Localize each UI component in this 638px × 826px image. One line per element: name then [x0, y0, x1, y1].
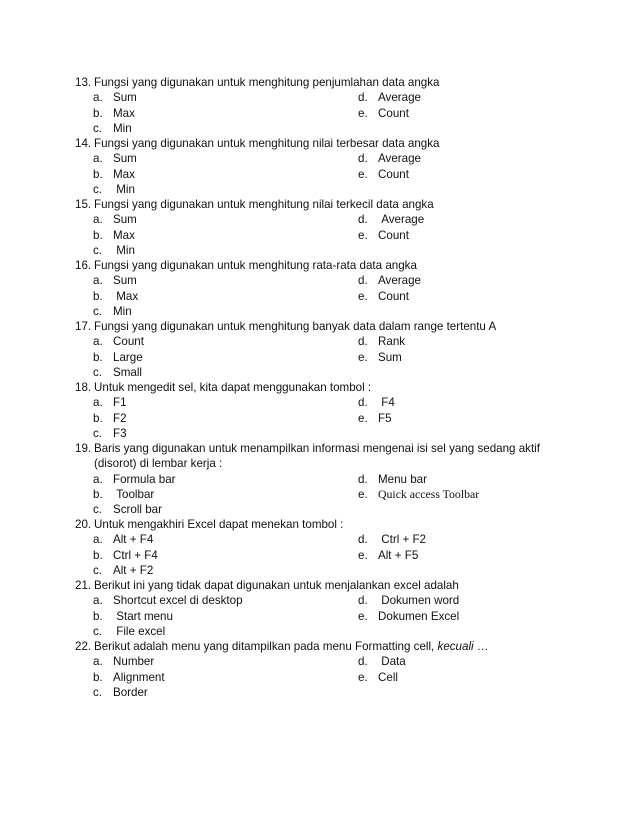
option-a[interactable]: [93, 151, 137, 166]
option-b[interactable]: [93, 106, 135, 121]
question-text: Fungsi yang digunakan untuk menghitung banyak data dalam range tertentu A: [94, 320, 497, 333]
option-e[interactable]: [358, 411, 392, 426]
option-e[interactable]: [358, 670, 398, 685]
option-row: [75, 654, 555, 669]
option-d[interactable]: [358, 532, 426, 547]
option-letter: c.: [93, 503, 103, 517]
option-letter: a.: [93, 594, 103, 608]
option-text: Scroll bar: [113, 503, 162, 517]
option-letter: d.: [358, 533, 368, 547]
option-text: Max: [113, 106, 135, 120]
option-letter: c.: [93, 365, 103, 379]
option-text: Rank: [378, 335, 406, 349]
question-number: 13.: [75, 76, 92, 89]
option-b[interactable]: [93, 289, 138, 304]
option-text: Sum: [378, 350, 402, 364]
option-text: Min: [116, 243, 135, 257]
option-row: [75, 609, 555, 624]
option-row: [75, 350, 555, 365]
option-b[interactable]: [93, 167, 135, 182]
option-e[interactable]: [358, 350, 402, 365]
option-d[interactable]: [358, 90, 421, 105]
option-text: Small: [113, 365, 142, 379]
option-letter: a.: [93, 213, 103, 227]
option-text: Max: [113, 167, 135, 181]
question-stem: [75, 197, 555, 212]
option-text: File excel: [116, 624, 166, 638]
option-a[interactable]: [93, 395, 127, 410]
option-c[interactable]: [93, 502, 162, 517]
option-text: F1: [113, 396, 127, 410]
option-e[interactable]: [358, 548, 418, 563]
option-text: Toolbar: [116, 487, 155, 501]
option-row: [75, 685, 555, 700]
option-c[interactable]: [93, 365, 142, 380]
option-d[interactable]: [358, 334, 405, 349]
option-row: [75, 624, 555, 639]
question-stem: [75, 136, 555, 151]
option-row: [75, 426, 555, 441]
option-row: [75, 548, 555, 563]
option-text: Sum: [113, 274, 137, 288]
option-letter: c.: [93, 304, 103, 318]
option-letter: e.: [358, 670, 368, 684]
option-letter: e.: [358, 106, 368, 120]
option-c[interactable]: [93, 182, 135, 197]
option-a[interactable]: [93, 334, 144, 349]
option-row: [75, 593, 555, 608]
question-text: Fungsi yang digunakan untuk menghitung nilai terbesar data angka: [94, 137, 440, 150]
option-d[interactable]: [358, 273, 421, 288]
option-text: F4: [381, 396, 395, 410]
option-e[interactable]: [358, 106, 409, 121]
option-letter: b.: [93, 609, 103, 623]
option-text: F5: [378, 411, 392, 425]
option-letter: e.: [358, 548, 368, 562]
option-letter: d.: [358, 152, 368, 166]
option-row: [75, 563, 555, 578]
option-letter: c.: [93, 426, 103, 440]
option-letter: d.: [358, 335, 368, 349]
option-text: Alt + F5: [378, 548, 419, 562]
question-number: 16.: [75, 259, 92, 272]
option-e[interactable]: [358, 228, 409, 243]
question-stem: [75, 319, 555, 334]
option-row: [75, 90, 555, 105]
option-d[interactable]: [358, 212, 424, 227]
option-letter: a.: [93, 472, 103, 486]
option-letter: b.: [93, 411, 103, 425]
option-row: [75, 670, 555, 685]
option-text: Border: [113, 685, 148, 699]
option-letter: a.: [93, 335, 103, 349]
option-text: Average: [381, 213, 425, 227]
option-c[interactable]: [93, 624, 165, 639]
option-text: Count: [378, 106, 409, 120]
option-letter: d.: [358, 91, 368, 105]
option-row: [75, 411, 555, 426]
option-text: Large: [113, 350, 143, 364]
question-16: [75, 258, 555, 319]
question-stem: [75, 517, 555, 532]
option-letter: d.: [358, 594, 368, 608]
option-row: [75, 106, 555, 121]
option-letter: a.: [93, 152, 103, 166]
option-letter: b.: [93, 487, 103, 501]
option-letter: b.: [93, 350, 103, 364]
option-text: Count: [378, 289, 409, 303]
option-b[interactable]: [93, 487, 154, 502]
question-13: [75, 75, 555, 136]
option-row: [75, 151, 555, 166]
option-letter: d.: [358, 213, 368, 227]
option-letter: b.: [93, 167, 103, 181]
option-row: [75, 243, 555, 258]
option-text: Ctrl + F4: [113, 548, 158, 562]
option-text: Dokumen word: [381, 594, 460, 608]
option-letter: a.: [93, 396, 103, 410]
option-letter: d.: [358, 274, 368, 288]
option-text: Count: [378, 228, 409, 242]
option-text: Max: [116, 289, 139, 303]
option-text: Min: [113, 304, 132, 318]
option-row: [75, 487, 555, 502]
option-text: Shortcut excel di desktop: [113, 594, 243, 608]
option-letter: e.: [358, 289, 368, 303]
option-a[interactable]: [93, 532, 153, 547]
option-letter: c.: [93, 624, 103, 638]
option-letter: a.: [93, 274, 103, 288]
option-e[interactable]: [358, 487, 479, 502]
option-b[interactable]: [93, 350, 143, 365]
option-letter: d.: [358, 396, 368, 410]
question-text: Fungsi yang digunakan untuk menghitung penjumlahan data angka: [94, 76, 440, 89]
option-text: Min: [113, 121, 132, 135]
option-row: [75, 532, 555, 547]
question-number: 15.: [75, 198, 92, 211]
question-text: Fungsi yang digunakan untuk menghitung nilai terkecil data angka: [94, 198, 434, 211]
option-letter: d.: [358, 655, 368, 669]
question-number: 14.: [75, 137, 92, 150]
question-text: Berikut adalah menu yang ditampilkan pada menu Formatting cell,: [94, 640, 435, 653]
question-stem: [75, 578, 555, 593]
option-row: [75, 212, 555, 227]
question-number: 18.: [75, 381, 92, 394]
question-stem: [75, 75, 555, 90]
option-text: Formula bar: [113, 472, 176, 486]
question-22: [75, 639, 555, 700]
option-row: [75, 502, 555, 517]
option-letter: b.: [93, 670, 103, 684]
option-text: Alt + F2: [113, 563, 154, 577]
option-text: Dokumen Excel: [378, 609, 460, 623]
option-d[interactable]: [358, 593, 459, 608]
option-text: Cell: [378, 670, 398, 684]
option-text: Start menu: [116, 609, 173, 623]
question-number: 22.: [75, 640, 92, 653]
option-text: Alignment: [113, 670, 165, 684]
option-text: Average: [378, 91, 421, 105]
option-row: [75, 273, 555, 288]
question-text-continued: (disorot) di lembar kerja :: [94, 457, 223, 471]
option-letter: b.: [93, 228, 103, 242]
question-number: 21.: [75, 579, 92, 592]
option-text: Sum: [113, 91, 137, 105]
option-b[interactable]: [93, 411, 127, 426]
option-text: Average: [378, 152, 421, 166]
question-21: [75, 578, 555, 639]
option-letter: c.: [93, 121, 103, 135]
option-text: Average: [378, 274, 421, 288]
option-letter: a.: [93, 91, 103, 105]
option-a[interactable]: [93, 212, 137, 227]
option-letter: d.: [358, 472, 368, 486]
option-text: Alt + F4: [113, 533, 154, 547]
question-17: [75, 319, 555, 380]
option-text: Sum: [113, 213, 137, 227]
option-c[interactable]: [93, 685, 148, 700]
option-c[interactable]: [93, 304, 132, 319]
option-letter: b.: [93, 106, 103, 120]
option-text: Menu bar: [378, 472, 427, 486]
option-c[interactable]: [93, 243, 135, 258]
option-letter: b.: [93, 289, 103, 303]
question-text: Baris yang digunakan untuk menampilkan informasi mengenai isi sel yang sedang aktif: [94, 442, 540, 455]
question-text: Berikut ini yang tidak dapat digunakan untuk menjalankan excel adalah: [94, 579, 459, 592]
question-20: [75, 517, 555, 578]
question-stem: [75, 380, 555, 395]
option-text: F2: [113, 411, 127, 425]
option-a[interactable]: [93, 654, 154, 669]
question-number: 20.: [75, 518, 92, 531]
option-letter: e.: [358, 411, 368, 425]
option-letter: c.: [93, 243, 103, 257]
option-a[interactable]: [93, 90, 137, 105]
option-letter: c.: [93, 182, 103, 196]
option-row: [75, 365, 555, 380]
option-letter: e.: [358, 350, 368, 364]
option-letter: e.: [358, 167, 368, 181]
option-c[interactable]: [93, 426, 127, 441]
option-row: [75, 167, 555, 182]
question-stem: [75, 639, 555, 654]
option-text: Count: [378, 167, 409, 181]
option-row: [75, 289, 555, 304]
option-row: [75, 228, 555, 243]
option-row: [75, 304, 555, 319]
option-letter: b.: [93, 548, 103, 562]
option-text: Max: [113, 228, 135, 242]
option-b[interactable]: [93, 609, 173, 624]
option-c[interactable]: [93, 563, 153, 578]
option-letter: c.: [93, 563, 103, 577]
option-text: Count: [113, 335, 144, 349]
option-e[interactable]: [358, 289, 409, 304]
option-row: [75, 182, 555, 197]
option-letter: e.: [358, 487, 368, 501]
question-text: Untuk mengakhiri Excel dapat menekan tombol :: [94, 518, 344, 531]
option-text: Ctrl + F2: [381, 533, 427, 547]
option-text: Sum: [113, 152, 137, 166]
option-text: Min: [116, 182, 135, 196]
option-d[interactable]: [358, 472, 427, 487]
option-d[interactable]: [358, 395, 395, 410]
option-e[interactable]: [358, 167, 409, 182]
option-row: [75, 334, 555, 349]
question-14: [75, 136, 555, 197]
option-letter: a.: [93, 533, 103, 547]
option-a[interactable]: [93, 593, 243, 608]
question-15: [75, 197, 555, 258]
question-text: Untuk mengedit sel, kita dapat menggunakan tombol :: [94, 381, 372, 394]
option-d[interactable]: [358, 151, 421, 166]
option-text: Number: [113, 655, 155, 669]
option-letter: c.: [93, 685, 103, 699]
question-text: Fungsi yang digunakan untuk menghitung rata-rata data angka: [94, 259, 417, 272]
option-e[interactable]: [358, 609, 459, 624]
question-text-italic: kecuali: [437, 640, 474, 653]
option-b[interactable]: [93, 228, 135, 243]
option-text: Quick access Toolbar: [378, 486, 480, 501]
option-a[interactable]: [93, 472, 176, 487]
option-b[interactable]: [93, 670, 165, 685]
question-19: [75, 441, 555, 517]
option-a[interactable]: [93, 273, 137, 288]
option-letter: e.: [358, 228, 368, 242]
option-row: [75, 121, 555, 136]
option-c[interactable]: [93, 121, 132, 136]
question-text-end: …: [476, 640, 489, 653]
option-text: F3: [113, 426, 127, 440]
option-letter: a.: [93, 655, 103, 669]
question-number: 19.: [75, 442, 92, 455]
option-text: Data: [381, 655, 406, 669]
option-letter: e.: [358, 609, 368, 623]
option-row: [75, 472, 555, 487]
option-row: [75, 395, 555, 410]
question-stem: [75, 441, 555, 456]
question-18: [75, 380, 555, 441]
option-d[interactable]: [358, 654, 406, 669]
question-number: 17.: [75, 320, 92, 333]
option-b[interactable]: [93, 548, 158, 563]
question-stem: [75, 258, 555, 273]
